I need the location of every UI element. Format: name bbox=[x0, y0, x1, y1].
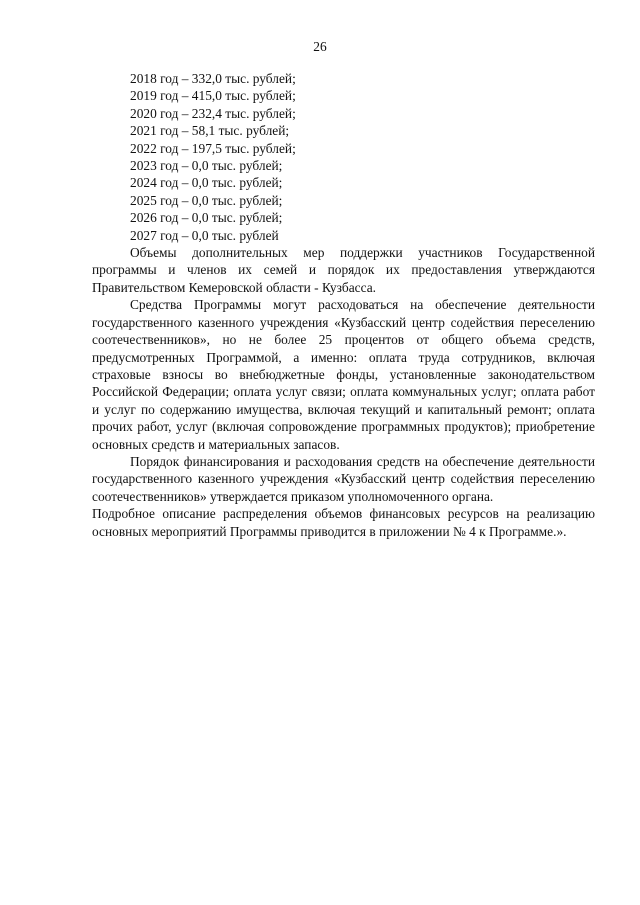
paragraph-program-funds: Средства Программы могут расходоваться на обеспечение деятельности государственного казенного учреждения «Кузбасский центр содействия переселению соотечественников», но не более 25 процентов от общего объема средств, предусмотренных Программой, а именно: оплата труда сотрудников, включая страховые взносы во внебюджетные фонды, установленные законодательством Российской Федерации; оплата услуг связи; оплата коммунальных услуг; оплата работ и услуг по содержанию имущества, включая текущий и капитальный ремонт; оплата прочих работ, услуг (включая сопровождение программных продуктов); приобретение основных средств и материальных запасов. bbox=[92, 297, 595, 452]
year-amount-item: 2025 год – 0,0 тыс. рублей; bbox=[130, 192, 283, 208]
year-amount-item: 2018 год – 332,0 тыс. рублей; bbox=[130, 71, 296, 86]
year-amount-item: 2027 год – 0,0 тыс. рублей bbox=[130, 227, 279, 243]
paragraph-financing-procedure: Порядок финансирования и расходования средств на обеспечение деятельности государственного казенного учреждения «Кузбасский центр содействия переселению соотечественников» утверждается приказом уполномоченного органа. bbox=[92, 453, 595, 504]
document-body bbox=[92, 70, 595, 540]
year-amount-item: 2019 год – 415,0 тыс. рублей; bbox=[130, 88, 296, 104]
year-amount-item: 2026 год – 0,0 тыс. рублей; bbox=[130, 210, 283, 226]
year-amount-item: 2021 год – 58,1 тыс. рублей; bbox=[130, 123, 290, 139]
year-amount-item: 2023 год – 0,0 тыс. рублей; bbox=[130, 158, 283, 174]
year-amount-list bbox=[92, 70, 595, 244]
page-number: 26 bbox=[313, 39, 327, 54]
year-amount-item: 2020 год – 232,4 тыс. рублей; bbox=[130, 105, 296, 121]
paragraph-support-measures: Объемы дополнительных мер поддержки участников Государственной программы и членов их семей и порядок их предоставления утверждаются Правительством Кемеровской области - Кузбасса. bbox=[92, 245, 595, 295]
year-amount-item: 2024 год – 0,0 тыс. рублей; bbox=[130, 175, 283, 191]
paragraph-appendix-reference: Подробное описание распределения объемов финансовых ресурсов на реализацию основных мероприятий Программы приводится в приложении № 4 к Программе.». bbox=[92, 506, 595, 539]
year-amount-item: 2022 год – 197,5 тыс. рублей; bbox=[130, 140, 296, 156]
